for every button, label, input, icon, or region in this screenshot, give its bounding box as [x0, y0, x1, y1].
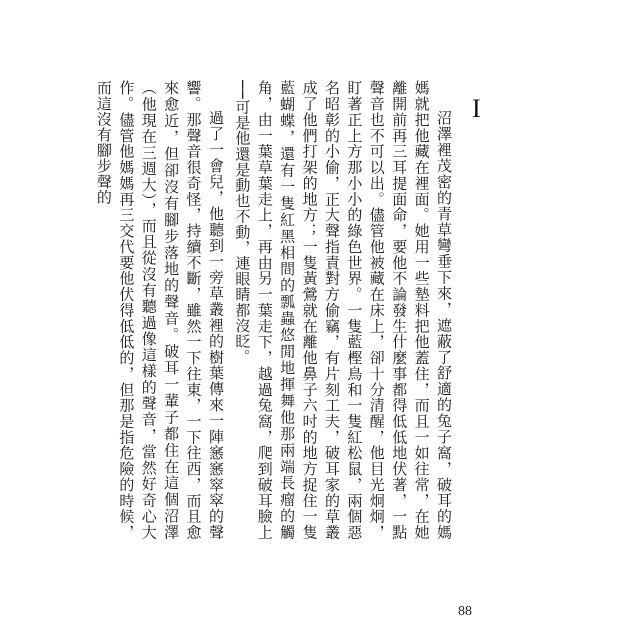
- page-number: 88: [458, 604, 472, 619]
- paragraph: 過了一會兒，他聽到一旁草叢裡的樹葉傳來一陣窸窸窣窣的聲響。那聲音很奇怪，持續不斷，雖然一下往東，一下往西，而且愈來愈近，但卻沒有腳步落地的聲音。破耳一輩子都住在這個沼澤（他現在三週大），而且從沒有聽過像這樣的聲音，當然好奇心大作。儘管他媽媽再三交代要他伏得低低的，但那是指危險的時候，而這沒有腳步聲的: [94, 80, 225, 540]
- chapter-numeral: I: [472, 94, 481, 123]
- body-text: [94, 80, 455, 540]
- paragraph: 沼澤裡茂密的青草彎垂下來，遮蔽了舒適的兔子窩，破耳的媽媽就把他藏在裡面。她用一些墊料把他蓋住，而且一如往常，在她離開前再三耳提面命，要他不論發生什麼事都得低低地伏著，一點聲音也不可以出。儘管他被藏在床上，卻十分清醒，他目光炯炯，盯著正上方那小小的綠色世界。一隻藍樫鳥和一隻紅松鼠，兩個惡名昭彰的小偷，正大聲指責對方偷竊，有片刻工夫，破耳家的草叢成了他們打架的地方；一隻黃鶯就在離他鼻子六吋的地方捉住一隻藍蝴蝶，還有一隻紅黑相間的瓢蟲悠閒地揮舞他那兩端長瘤的觸角，由一葉草葉走上，再由另一葉走下，越過兔窩，爬到破耳臉上──可是他還是動也不動，連眼睛都沒眨。: [233, 80, 453, 540]
